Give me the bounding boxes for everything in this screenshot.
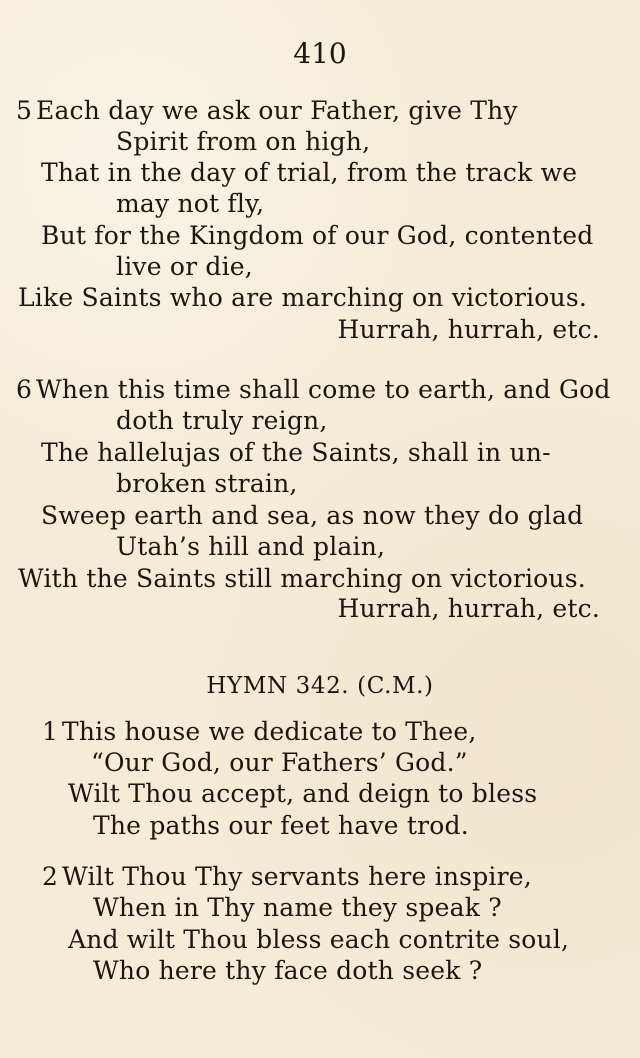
verse-5-line-1 [16,96,518,126]
verse-6-line-6: Utah’s hill and plain, [116,532,386,561]
verse-6-chorus: Hurrah, hurrah, etc. [337,594,600,623]
verse-text: Wilt Thou Thy servants here inspire, [62,862,532,891]
verse-number: 2 [42,862,59,891]
verse-number: 6 [16,375,33,404]
hymn-verse-2-line-4: Who here thy face doth seek ? [93,956,483,985]
verse-5-line-2: Spirit from on high, [116,127,371,156]
hymn-verse-1-line-2: “Our God, our Fathers’ God.” [91,748,468,777]
verse-5-line-4: may not fly, [116,189,265,218]
verse-5-line-6: live or die, [116,252,253,281]
verse-6-line-3: The hallelujas of the Saints, shall in un- [41,438,551,467]
verse-text: This house we dedicate to Thee, [62,717,477,746]
verse-5-line-5: But for the Kingdom of our God, contented [41,221,594,250]
verse-number: 1 [42,717,59,746]
hymn-verse-2-line-3: And wilt Thou bless each contrite soul, [68,925,570,954]
hymn-verse-1-line-1 [42,717,477,747]
verse-6-line-5: Sweep earth and sea, as now they do glad [41,501,584,530]
hymn-verse-1-line-4: The paths our feet have trod. [93,811,469,840]
verse-5-line-3: That in the day of trial, from the track we [41,158,578,187]
page-number: 410 [293,37,347,70]
verse-6-line-2: doth truly reign, [116,406,328,435]
verse-number: 5 [16,96,33,125]
verse-5-chorus: Hurrah, hurrah, etc. [337,315,600,344]
verse-6-line-4: broken strain, [116,469,298,498]
verse-text: Each day we ask our Father, give Thy [36,96,518,125]
verse-text: When this time shall come to earth, and God [36,375,611,404]
hymn-verse-1-line-3: Wilt Thou accept, and deign to bless [68,779,538,808]
verse-5-line-7: Like Saints who are marching on victorious. [18,283,588,312]
verse-6-line-7: With the Saints still marching on victorious. [18,564,586,593]
hymn-verse-2-line-2: When in Thy name they speak ? [93,893,502,922]
hymn-verse-2-line-1 [42,862,532,892]
verse-6-line-1 [16,375,611,405]
hymn-title: HYMN 342. (C.M.) [206,673,434,699]
